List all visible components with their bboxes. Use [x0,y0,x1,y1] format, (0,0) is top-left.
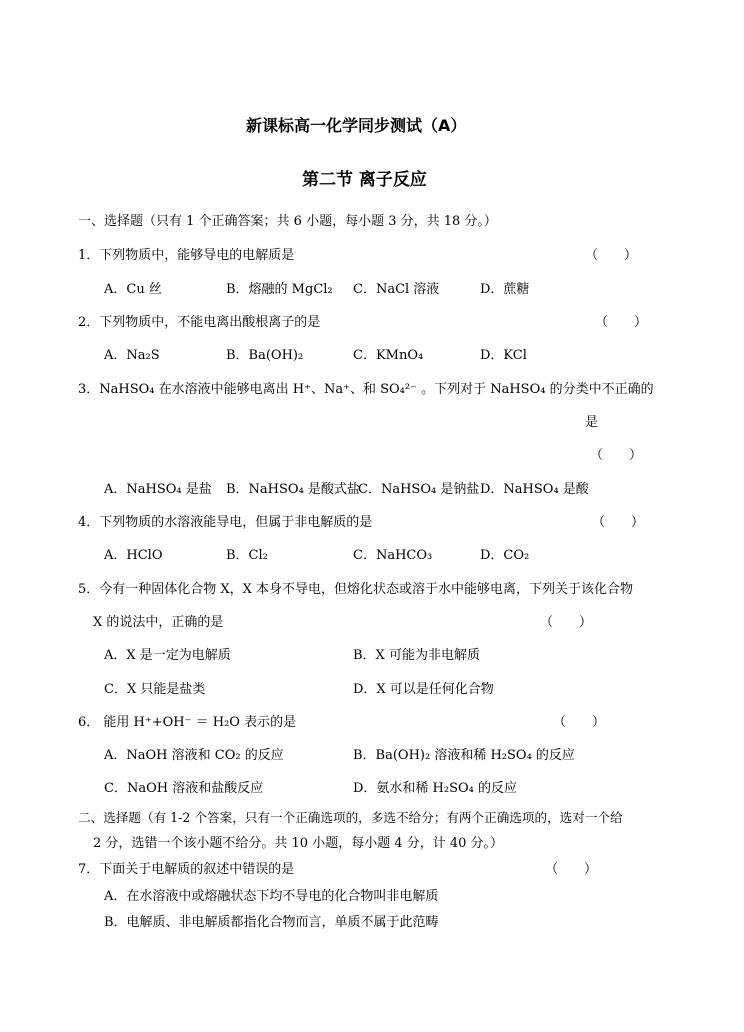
question-2-option-c: C．KMnO₄ [353,348,424,363]
question-3-option-b: B．NaHSO₄ 是酸式盐 [226,482,360,497]
question-4-answer-bracket: （ ） [592,515,645,530]
question-3-stem-continuation: 是 [585,415,599,430]
question-3-option-c: C．NaHSO₄ 是钠盐 [358,482,480,497]
question-4-option-b: B．Cl₂ [226,548,268,563]
question-1-option-b: B．熔融的 MgCl₂ [226,282,333,297]
question-5-option-c: C．X 只能是盐类 [104,682,206,697]
question-6-stem: 6． 能用 H⁺+OH⁻ ＝ H₂O 表示的是 [78,715,297,730]
question-3-option-d: D．NaHSO₄ 是酸 [480,482,589,497]
question-6-option-b: B．Ba(OH)₂ 溶液和稀 H₂SO₄ 的反应 [353,748,575,763]
question-2-option-d: D．KCl [480,348,527,363]
question-1-answer-bracket: （ ） [585,248,638,263]
question-7-answer-bracket: （ ） [545,862,598,877]
question-1-option-a: A．Cu 丝 [104,282,162,297]
question-2-answer-bracket: （ ） [595,315,648,330]
question-6-answer-bracket: （ ） [553,715,606,730]
question-7-stem: 7．下面关于电解质的叙述中错误的是 [78,862,295,877]
question-7-option-a: A．在水溶液中或熔融状态下均不导电的化合物叫非电解质 [104,889,439,904]
question-6-option-c: C．NaOH 溶液和盐酸反应 [104,781,264,796]
question-4-option-d: D．CO₂ [480,548,530,563]
question-3-answer-bracket: （ ） [590,448,643,463]
question-1-option-c: C．NaCl 溶液 [353,282,440,297]
question-7-option-b: B．电解质、非电解质都指化合物而言，单质不属于此范畴 [104,915,439,930]
question-2-stem: 2．下列物质中，不能电离出酸根离子的是 [78,315,321,330]
question-4-option-a: A．HClO [104,548,163,563]
page-title: 新课标高一化学同步测试（A） [246,116,467,135]
question-3-stem: 3．NaHSO₄ 在水溶液中能够电离出 H⁺、Na⁺、和 SO₄²⁻ 。下列对于 NaHSO₄ 的分类中不正确的 [78,382,654,397]
question-5-option-d: D．X 可以是任何化合物 [353,682,494,697]
question-5-stem: 5．今有一种固体化合物 X，X 本身不导电，但熔化状态或溶于水中能够电离，下列关于该化合物 [78,582,634,597]
question-6-option-a: A．NaOH 溶液和 CO₂ 的反应 [104,748,284,763]
part2-heading-line2: 2 分，选错一个该小题不给分。共 10 小题，每小题 4 分，计 40 分。） [93,836,504,851]
question-4-stem: 4．下列物质的水溶液能导电，但属于非电解质的是 [78,515,373,530]
question-5-option-b: B．X 可能为非电解质 [353,648,480,663]
question-5-option-a: A．X 是一定为电解质 [104,648,231,663]
part1-heading: 一、选择题（只有 1 个正确答案；共 6 小题，每小题 3 分，共 18 分。） [78,214,497,229]
part2-heading-line1: 二、选择题（有 1-2 个答案，只有一个正确选项的，多选不给分；有两个正确选项的，选对一个给 [78,810,623,825]
question-1-option-d: D．蔗糖 [480,282,530,297]
question-2-option-b: B．Ba(OH)₂ [226,348,304,363]
question-3-option-a: A．NaHSO₄ 是盐 [104,482,212,497]
question-5-stem-continuation: X 的说法中，正确的是 [93,615,224,630]
question-6-option-d: D．氨水和稀 H₂SO₄ 的反应 [353,781,518,796]
question-2-option-a: A．Na₂S [104,348,160,363]
section-title: 第二节 离子反应 [302,170,427,190]
question-5-answer-bracket: （ ） [540,615,593,630]
question-4-option-c: C．NaHCO₃ [353,548,433,563]
question-1-stem: 1．下列物质中，能够导电的电解质是 [78,248,295,263]
